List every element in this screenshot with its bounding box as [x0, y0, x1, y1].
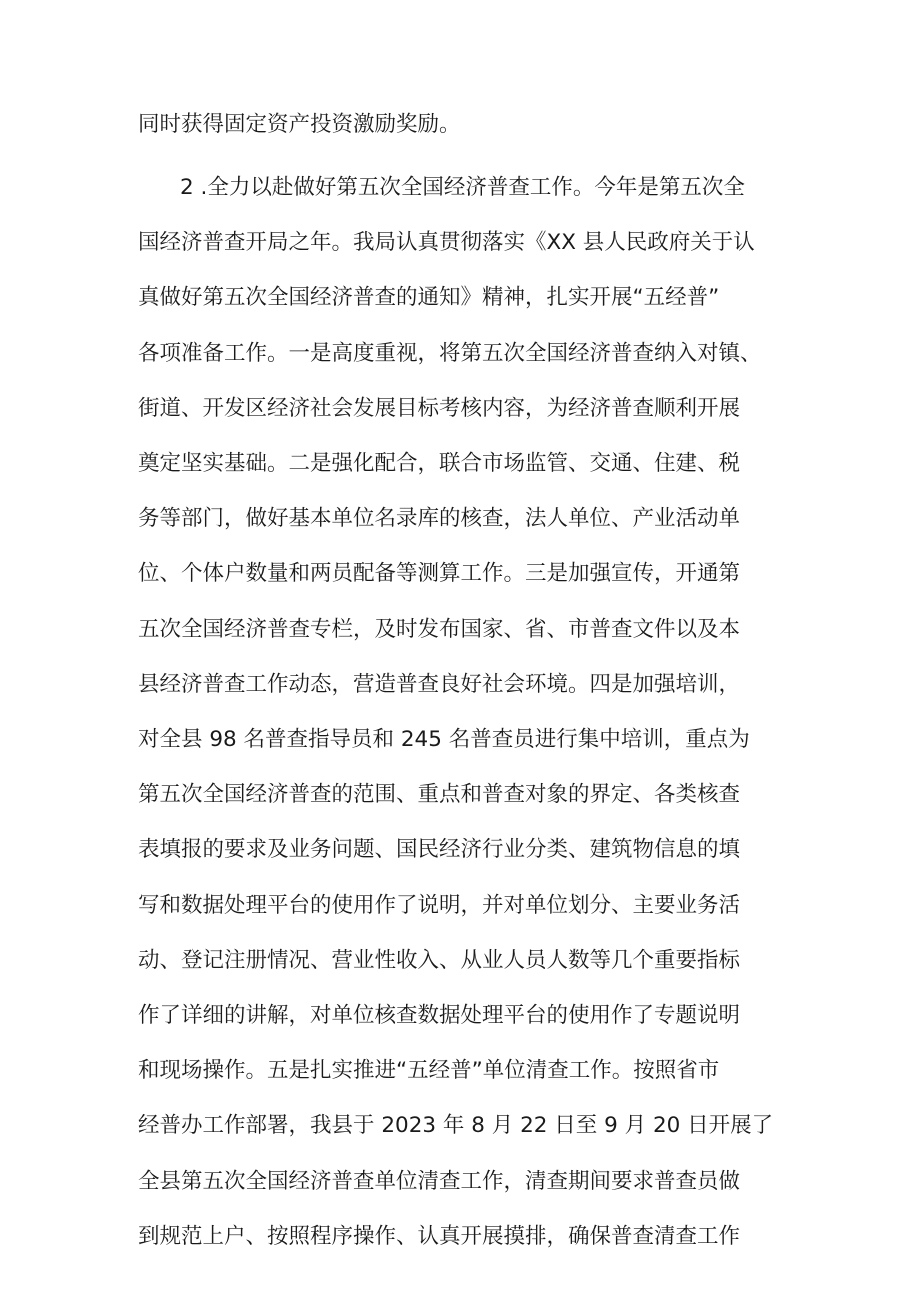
text-line: 作了详细的讲解，对单位核查数据处理平台的使用作了专题说明	[138, 1003, 741, 1028]
text-line: 第五次全国经济普查的范围、重点和普查对象的界定、各类核查	[138, 782, 741, 807]
text-line: 国经济普查开局之年。我局认真贯彻落实《XX 县人民政府关于认	[138, 230, 755, 255]
text-line: 对全县 98 名普查指导员和 245 名普查员进行集中培训，重点为	[138, 727, 750, 752]
text-line: 各项准备工作。一是高度重视，将第五次全国经济普查纳入对镇、	[138, 341, 762, 366]
text-line: 经普办工作部署，我县于 2023 年 8 月 22 日至 9 月 20 日开展了	[138, 1113, 774, 1138]
text-line: 2 .全力以赴做好第五次全国经济普查工作。今年是第五次全	[180, 175, 745, 200]
text-line: 奠定坚实基础。二是强化配合，联合市场监管、交通、住建、税	[138, 451, 741, 476]
text-line: 到规范上户、按照程序操作、认真开展摸排，确保普查清查工作	[138, 1224, 741, 1249]
text-line: 动、登记注册情况、营业性收入、从业人员人数等几个重要指标	[138, 948, 741, 973]
text-line: 县经济普查工作动态，营造普查良好社会环境。四是加强培训，	[138, 672, 741, 697]
text-line: 全县第五次全国经济普查单位清查工作，清查期间要求普查员做	[138, 1169, 741, 1194]
text-line: 和现场操作。五是扎实推进“五经普”单位清查工作。按照省市	[138, 1058, 720, 1083]
text-line: 表填报的要求及业务问题、国民经济行业分类、建筑物信息的填	[138, 837, 741, 862]
text-line: 街道、开发区经济社会发展目标考核内容，为经济普查顺利开展	[138, 396, 741, 421]
text-line: 同时获得固定资产投资激励奖励。	[138, 112, 461, 137]
text-line: 五次全国经济普查专栏，及时发布国家、省、市普查文件以及本	[138, 617, 741, 642]
text-line: 写和数据处理平台的使用作了说明，并对单位划分、主要业务活	[138, 893, 741, 918]
text-line: 位、个体户数量和两员配备等测算工作。三是加强宣传，开通第	[138, 561, 741, 586]
text-line: 真做好第五次全国经济普查的通知》精神，扎实开展“五经普”	[138, 285, 720, 310]
text-line: 务等部门，做好基本单位名录库的核查，法人单位、产业活动单	[138, 506, 741, 531]
